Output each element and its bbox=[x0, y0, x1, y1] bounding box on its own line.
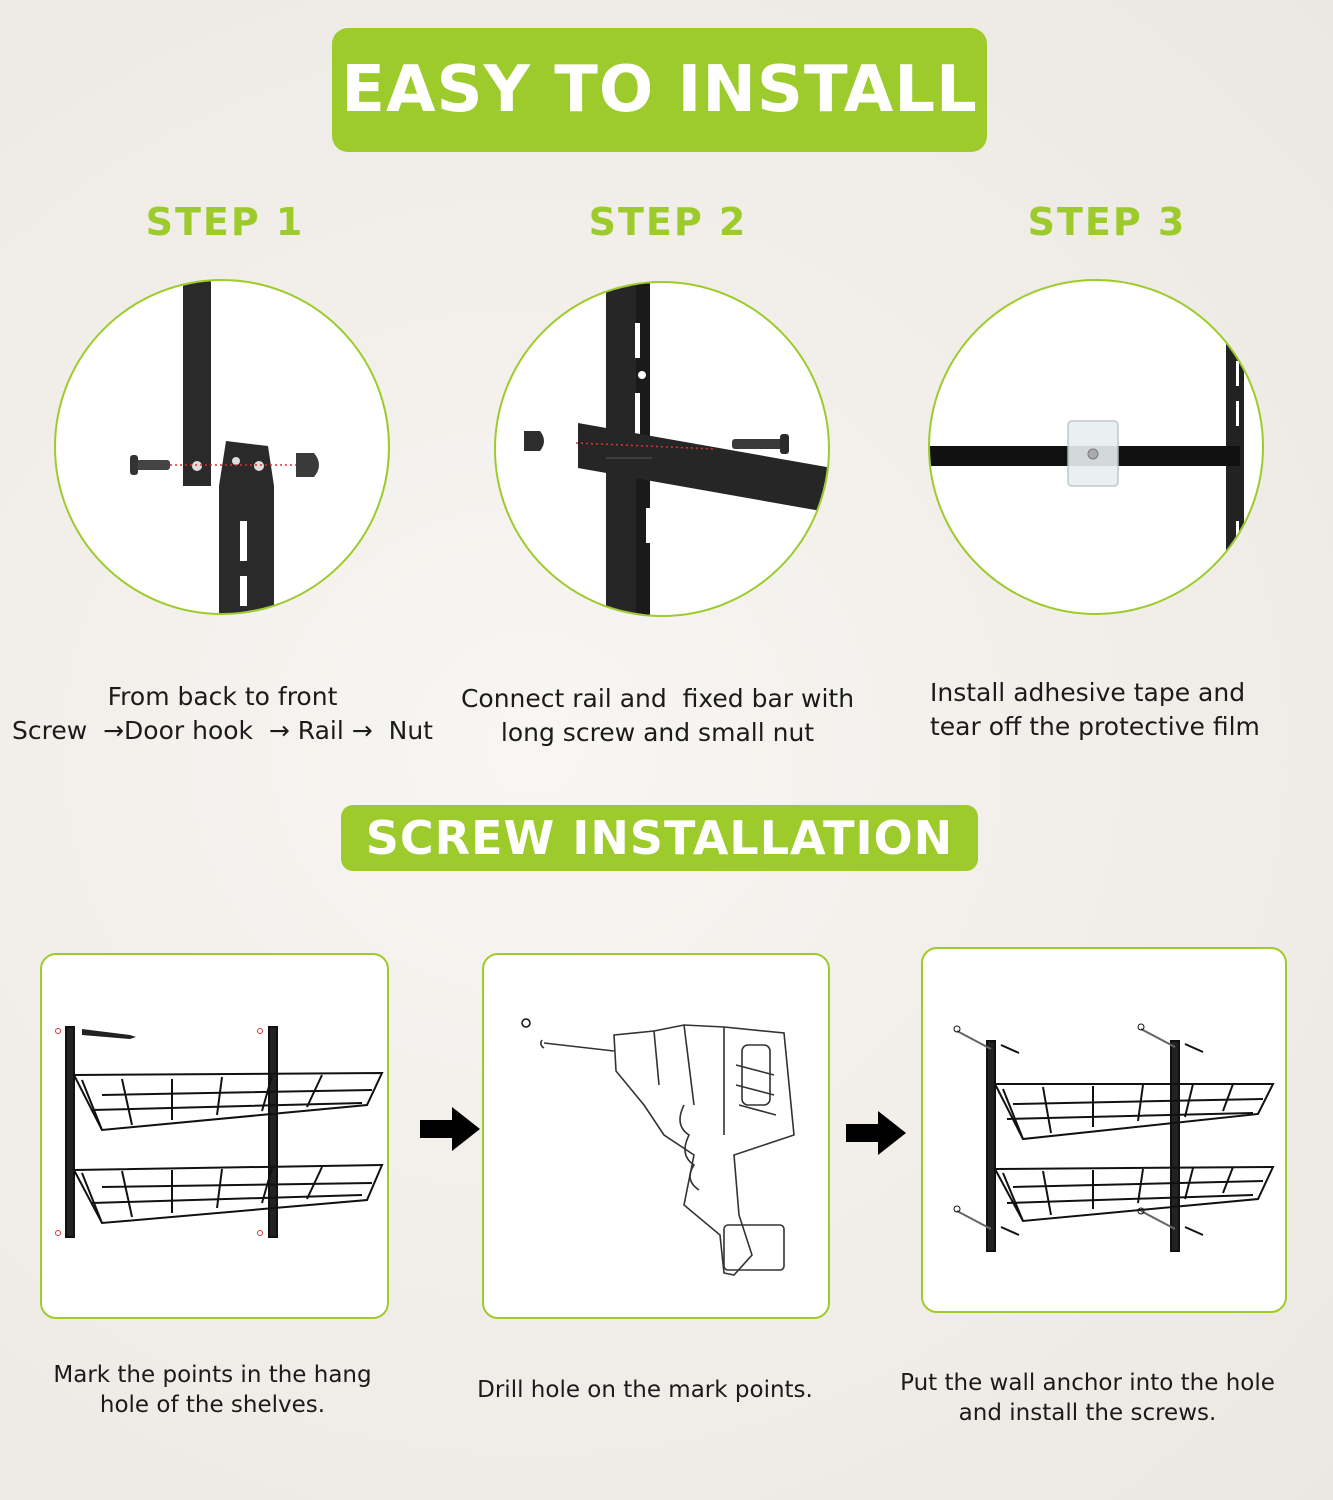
step-1-caption bbox=[0, 680, 445, 748]
step-2-title: STEP 2 bbox=[588, 200, 748, 244]
panel-3-caption-line1: Put the wall anchor into the hole bbox=[900, 1370, 1275, 1396]
step-3-title: STEP 3 bbox=[1027, 200, 1187, 244]
screw-installation-banner: SCREW INSTALLATION bbox=[341, 805, 978, 871]
step-3-caption bbox=[930, 676, 1295, 744]
step-3-illustration bbox=[928, 279, 1264, 615]
panel-1-caption bbox=[20, 1360, 405, 1420]
panel-2-caption-line1: Drill hole on the mark points. bbox=[477, 1377, 813, 1403]
panel-1-caption-line2: hole of the shelves. bbox=[99, 1392, 326, 1418]
step-3-caption-line1: Install adhesive tape and bbox=[930, 678, 1246, 707]
step-1-caption-line1: From back to front bbox=[107, 682, 338, 711]
step-2-caption-line2: long screw and small nut bbox=[500, 718, 815, 747]
step-1-illustration bbox=[54, 279, 390, 615]
step-3-caption-line2: tear off the protective film bbox=[930, 712, 1260, 741]
step-1-caption-line2: Screw →Door hook → Rail → Nut bbox=[12, 716, 433, 745]
step-2-caption-line1: Connect rail and fixed bar with bbox=[460, 684, 855, 713]
drill-hole-illustration bbox=[482, 953, 830, 1319]
step-2-caption bbox=[440, 682, 875, 750]
mark-points-illustration bbox=[40, 953, 389, 1319]
step-1-title: STEP 1 bbox=[145, 200, 305, 244]
install-screws-illustration bbox=[921, 947, 1287, 1313]
arrow-right-icon bbox=[846, 1111, 906, 1159]
panel-2-caption bbox=[455, 1375, 835, 1405]
easy-to-install-banner: EASY TO INSTALL bbox=[332, 28, 987, 152]
panel-3-caption-line2: and install the screws. bbox=[958, 1400, 1217, 1426]
step-2-illustration bbox=[494, 281, 830, 617]
panel-1-caption-line1: Mark the points in the hang bbox=[53, 1362, 372, 1388]
arrow-right-icon bbox=[420, 1107, 480, 1155]
panel-3-caption bbox=[880, 1368, 1295, 1428]
